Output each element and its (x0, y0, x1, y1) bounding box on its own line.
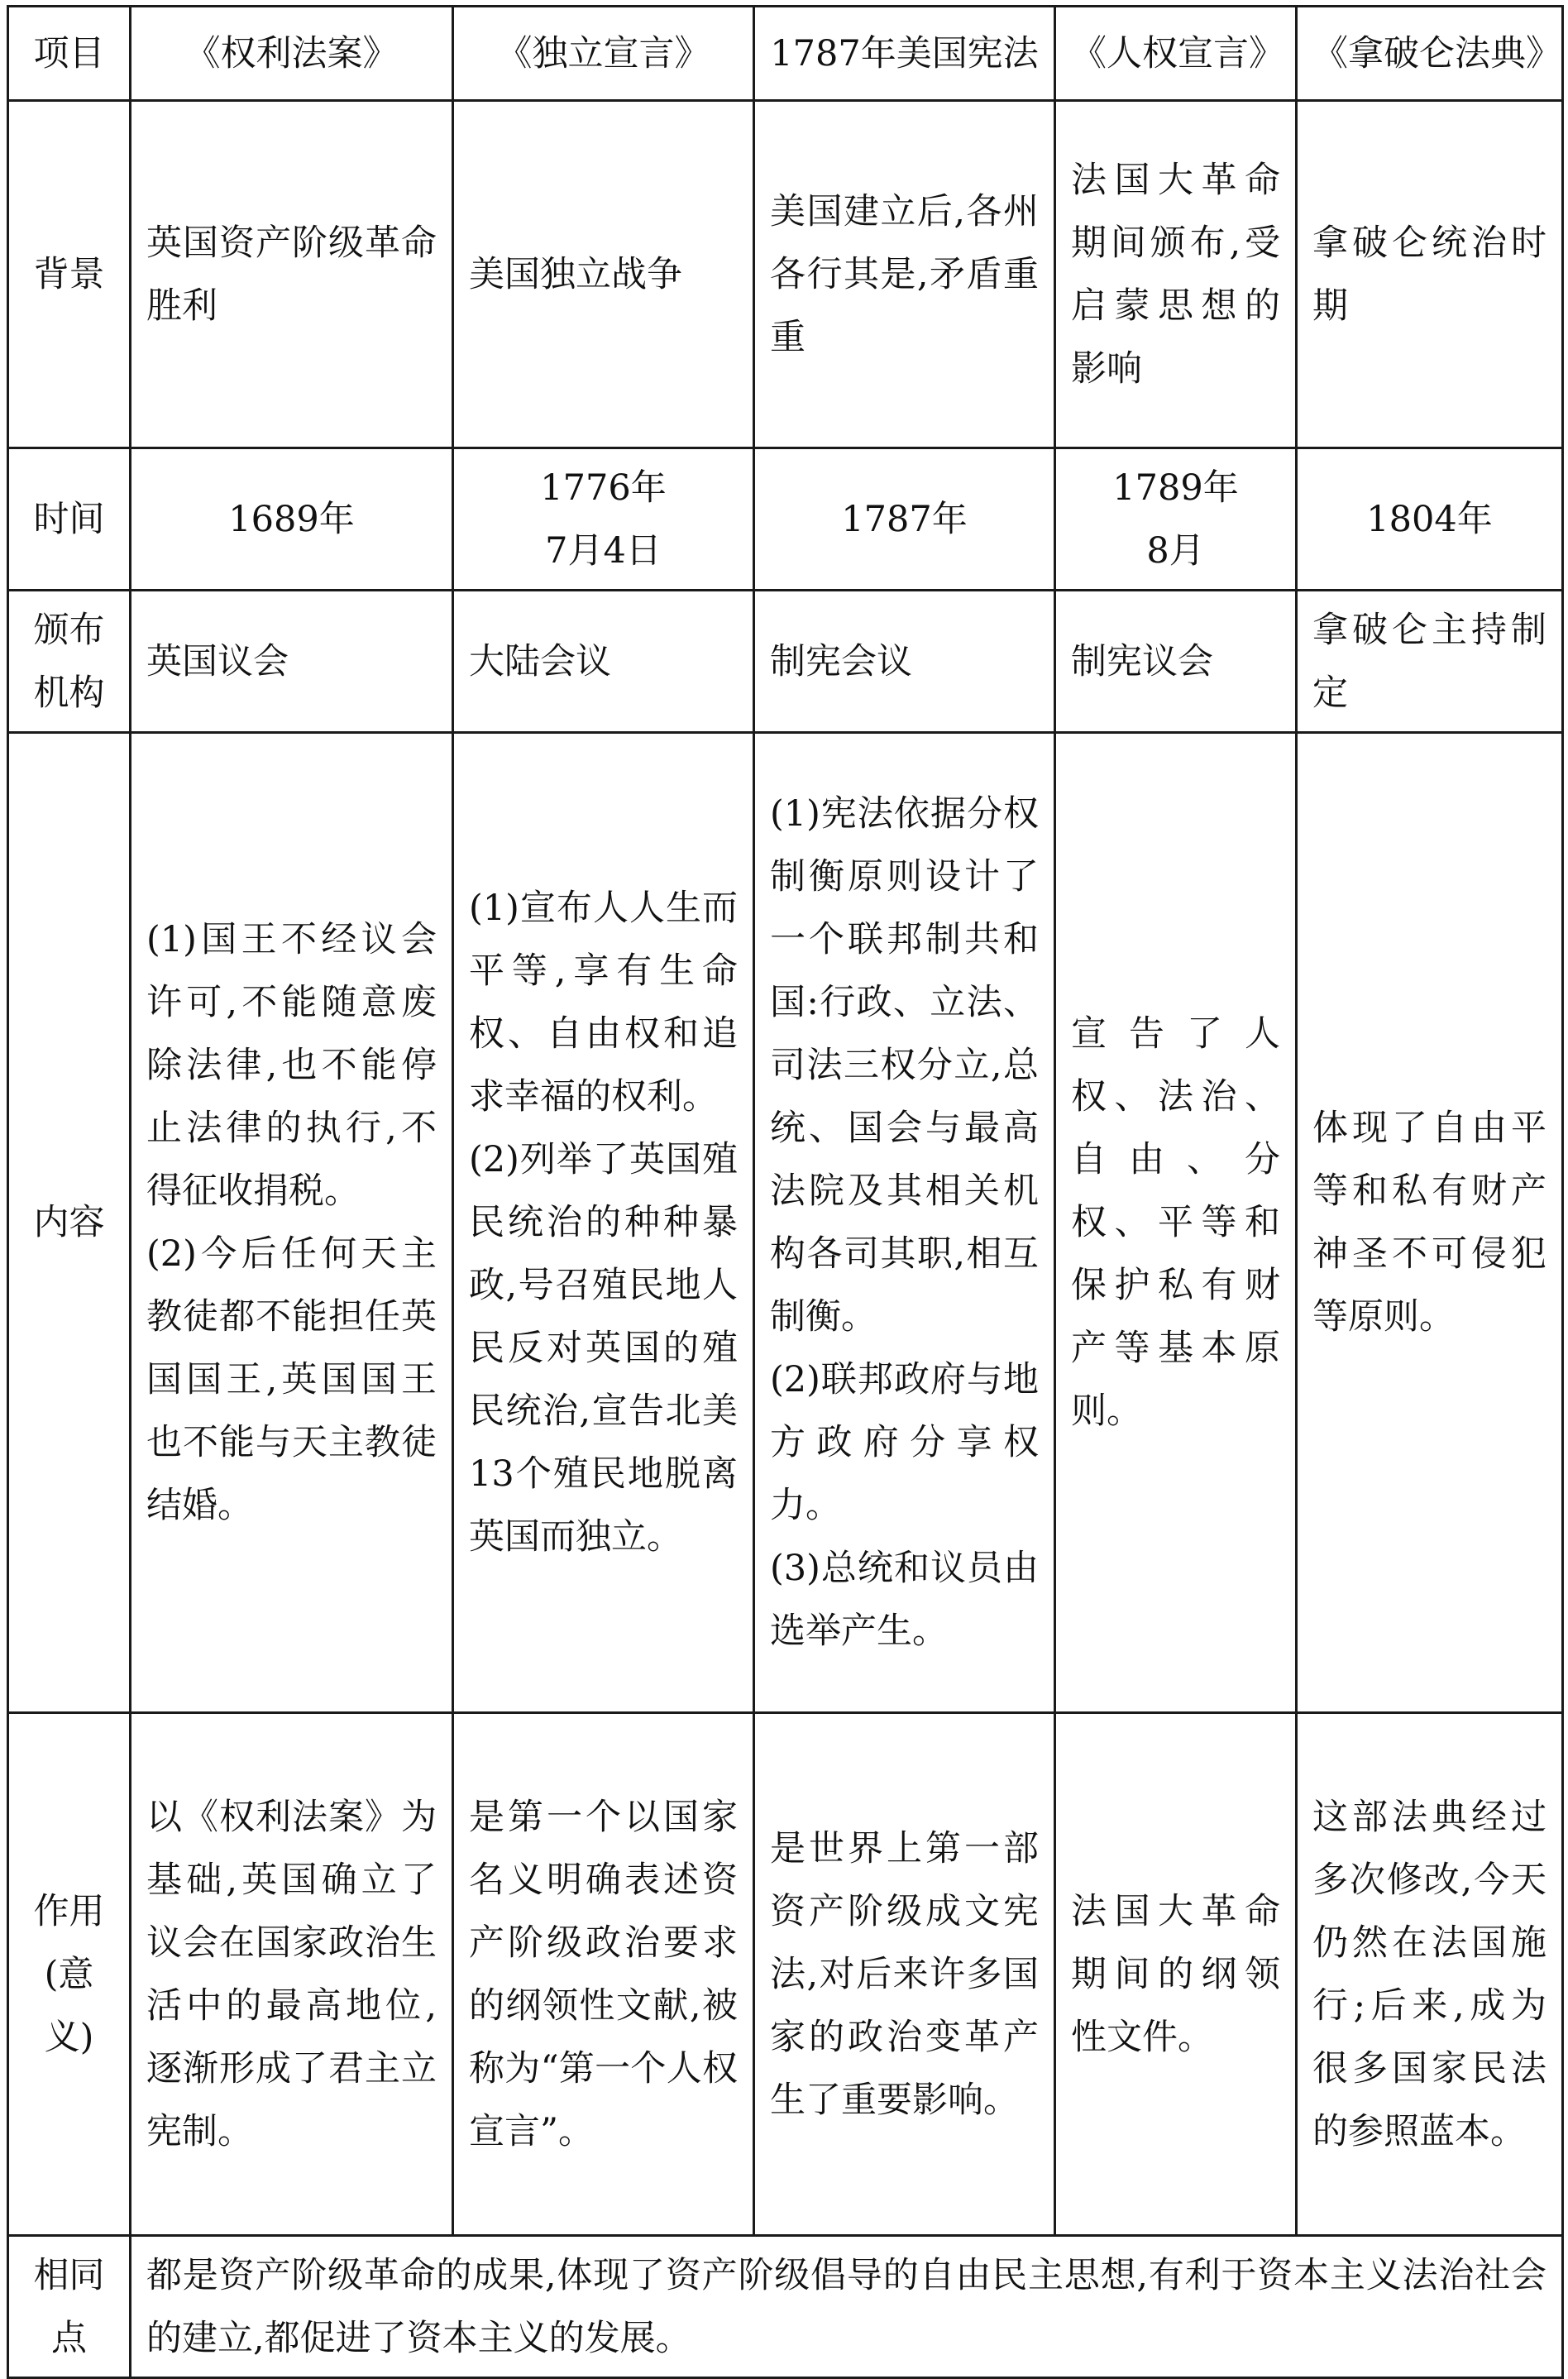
cell-time-declaration-of-rights-of-man (1055, 448, 1297, 591)
row-common (8, 2236, 1563, 2378)
row-label-significance (8, 1713, 131, 2236)
content-paragraph: (1)宪法依据分权制衡原则设计了一个联邦制共和国:行政、立法、司法三权分立,总统、国会与最高法院及其相关机构各司其职,相互制衡。 (770, 793, 1039, 1338)
time-line: 1776年 (540, 467, 667, 509)
cell-background-bill-of-rights: 英国资产阶级革命胜利 (131, 101, 453, 448)
cell-issuer-us-constitution: 制宪会议 (754, 591, 1055, 733)
content-paragraph: (2)联邦政府与地方政府分享权力。 (770, 1359, 1039, 1526)
cell-time-napoleonic-code: 1804年 (1297, 448, 1563, 591)
row-time (8, 448, 1563, 591)
cell-common-points: 都是资产阶级革命的成果,体现了资产阶级倡导的自由民主思想,有利于资本主义法治社会的建立,都促进了资本主义的发展。 (131, 2236, 1563, 2378)
cell-issuer-declaration-of-rights-of-man: 制宪议会 (1055, 591, 1297, 733)
header-us-constitution: 1787年美国宪法 (754, 7, 1055, 101)
row-label-line: (意义) (44, 1953, 94, 2058)
row-label-background: 背景 (8, 101, 131, 448)
cell-content-us-constitution (754, 733, 1055, 1713)
cell-issuer-declaration-of-independence: 大陆会议 (453, 591, 754, 733)
cell-content-declaration-of-rights-of-man: 宣告了人权、法治、自由、分权、平等和保护私有财产等基本原则。 (1055, 733, 1297, 1713)
cell-significance-bill-of-rights: 以《权利法案》为基础,英国确立了议会在国家政治生活中的最高地位,逐渐形成了君主立宪制。 (131, 1713, 453, 2236)
content-paragraph: (2)列举了英国殖民统治的种种暴政,号召殖民地人民反对英国的殖民统治,宣告北美13个殖民地脱离英国而独立。 (469, 1139, 738, 1558)
cell-time-declaration-of-independence (453, 448, 754, 591)
row-content (8, 733, 1563, 1713)
header-item: 项目 (8, 7, 131, 101)
time-line: 7月4日 (545, 529, 662, 572)
cell-significance-declaration-of-independence: 是第一个以国家名义明确表述资产阶级政治要求的纲领性文献,被称为“第一个人权宣言”。 (453, 1713, 754, 2236)
content-paragraph: (3)总统和议员由选举产生。 (770, 1548, 1039, 1652)
row-background (8, 101, 1563, 448)
header-bill-of-rights: 《权利法案》 (131, 7, 453, 101)
row-label-line: 作用 (33, 1890, 105, 1932)
cell-significance-declaration-of-rights-of-man: 法国大革命期间的纲领性文件。 (1055, 1713, 1297, 2236)
cell-content-bill-of-rights (131, 733, 453, 1713)
row-label-content: 内容 (8, 733, 131, 1713)
row-label-common (8, 2236, 131, 2378)
time-line: 1789年 (1112, 467, 1239, 509)
cell-issuer-bill-of-rights: 英国议会 (131, 591, 453, 733)
cell-time-us-constitution: 1787年 (754, 448, 1055, 591)
comparison-table (7, 5, 1564, 2379)
header-declaration-of-rights-of-man: 《人权宣言》 (1055, 7, 1297, 101)
cell-time-bill-of-rights: 1689年 (131, 448, 453, 591)
cell-background-declaration-of-rights-of-man: 法国大革命期间颁布,受启蒙思想的影响 (1055, 101, 1297, 448)
content-paragraph: (1)国王不经议会许可,不能随意废除法律,也不能停止法律的执行,不得征收捐税。 (146, 919, 437, 1212)
header-declaration-of-independence: 《独立宣言》 (453, 7, 754, 101)
row-label-line: 相同 (33, 2254, 105, 2296)
cell-content-napoleonic-code: 体现了自由平等和私有财产神圣不可侵犯等原则。 (1297, 733, 1563, 1713)
content-paragraph: (1)宣布人人生而平等,享有生命权、自由权和追求幸福的权利。 (469, 888, 738, 1118)
row-issuer (8, 591, 1563, 733)
row-label-line: 机构 (33, 672, 105, 714)
cell-background-declaration-of-independence: 美国独立战争 (453, 101, 754, 448)
cell-background-us-constitution: 美国建立后,各州各行其是,矛盾重重 (754, 101, 1055, 448)
row-label-line: 点 (51, 2317, 87, 2359)
cell-background-napoleonic-code: 拿破仑统治时期 (1297, 101, 1563, 448)
cell-significance-napoleonic-code: 这部法典经过多次修改,今天仍然在法国施行;后来,成为很多国家民法的参照蓝本。 (1297, 1713, 1563, 2236)
content-paragraph: (2)今后任何天主教徒都不能担任英国国王,英国国王也不能与天主教徒结婚。 (146, 1233, 437, 1526)
header-napoleonic-code: 《拿破仑法典》 (1297, 7, 1563, 101)
row-significance (8, 1713, 1563, 2236)
header-row (8, 7, 1563, 101)
row-label-issuer (8, 591, 131, 733)
cell-issuer-napoleonic-code: 拿破仑主持制定 (1297, 591, 1563, 733)
row-label-line: 颁布 (33, 609, 105, 651)
cell-significance-us-constitution: 是世界上第一部资产阶级成文宪法,对后来许多国家的政治变革产生了重要影响。 (754, 1713, 1055, 2236)
row-label-time: 时间 (8, 448, 131, 591)
time-line: 8月 (1146, 529, 1205, 572)
cell-content-declaration-of-independence (453, 733, 754, 1713)
